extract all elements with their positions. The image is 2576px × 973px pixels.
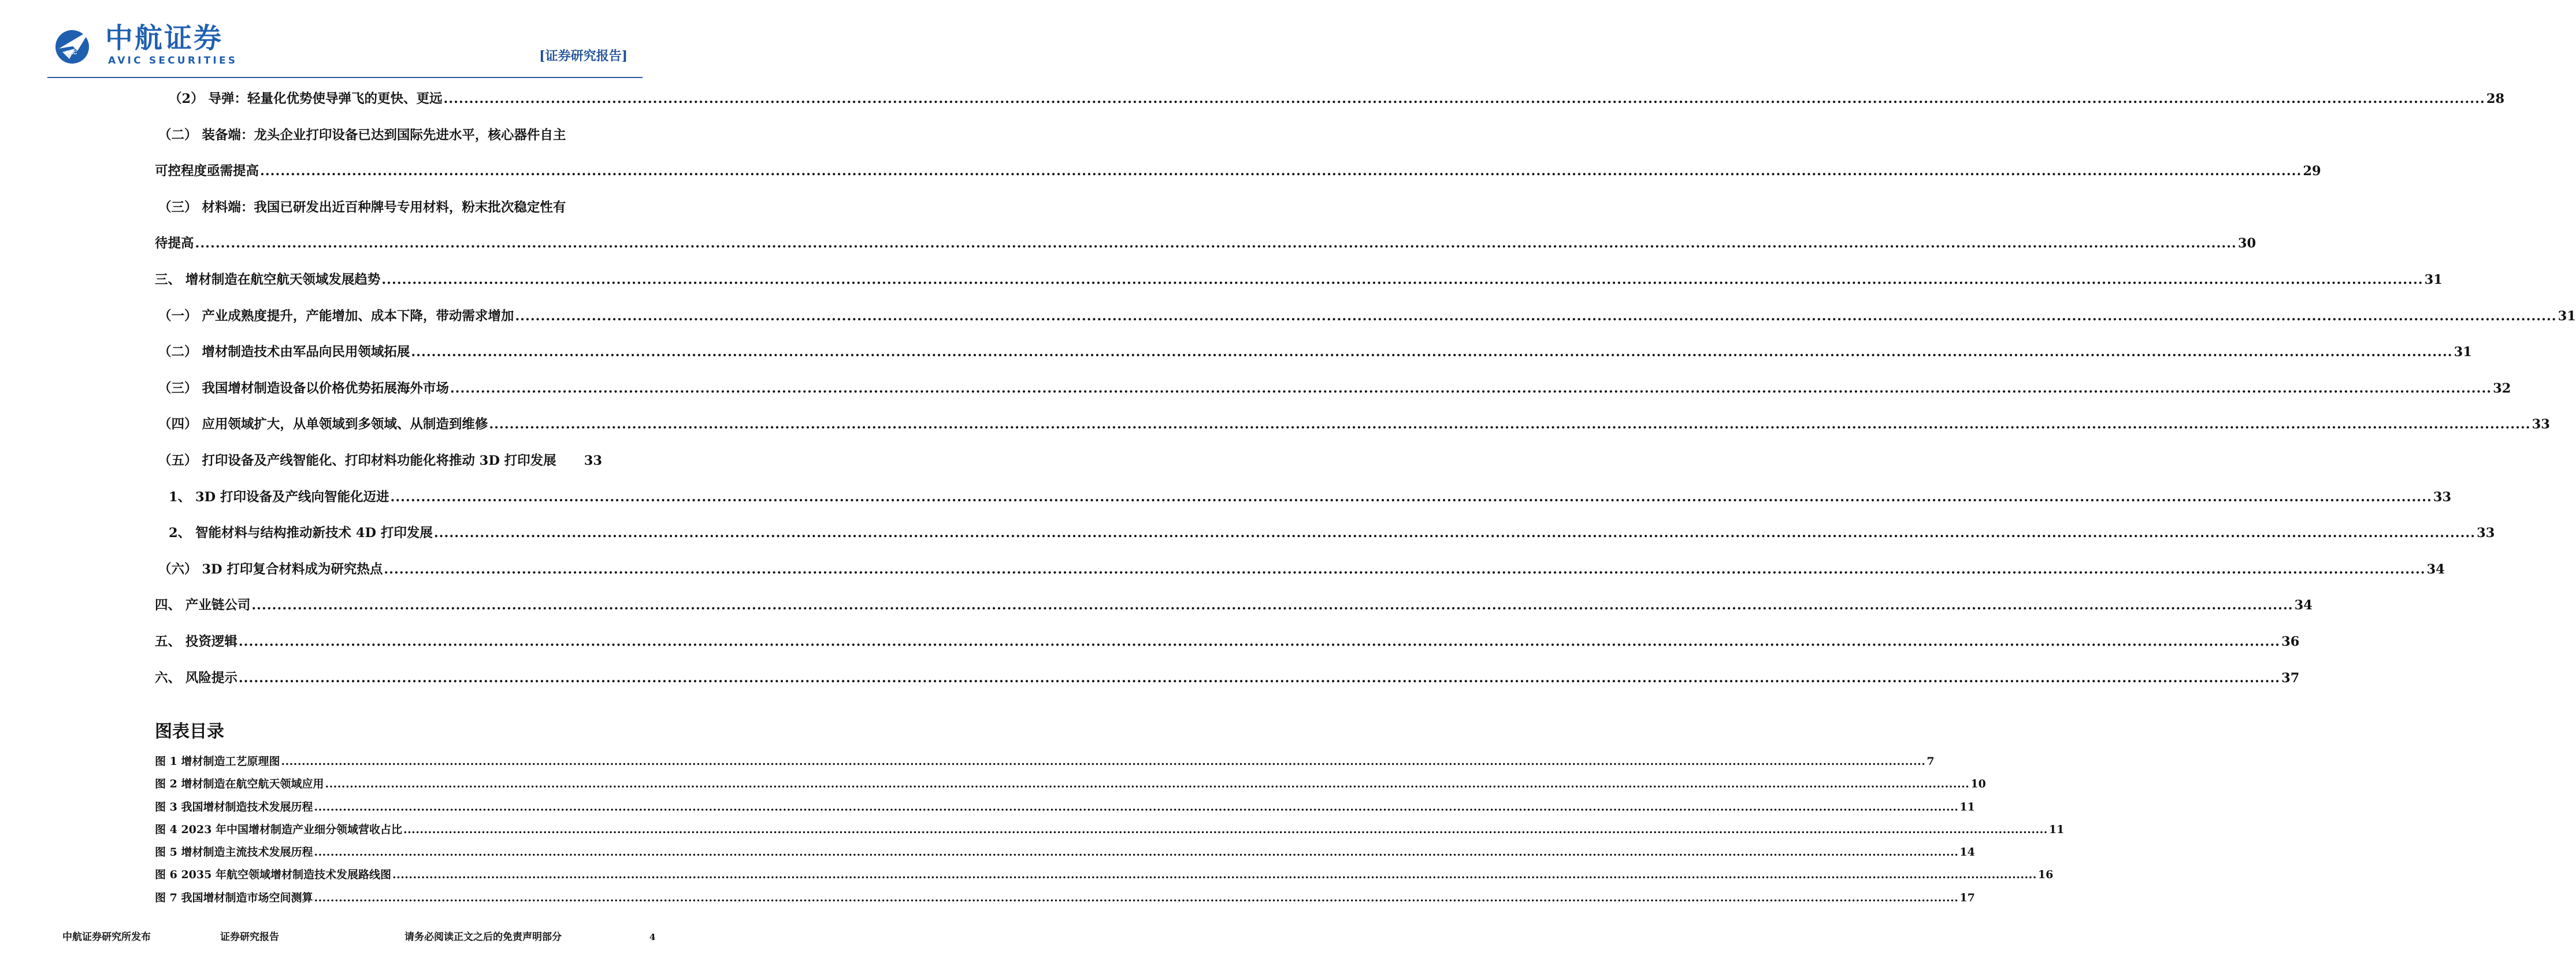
toc-entry-label: （2） 导弹：轻量化优势使导弹飞的更快、更远 (169, 91, 443, 106)
figure-entry-label: 图 5 增材制造主流技术发展历程 (155, 846, 313, 859)
footer-report-type: 证券研究报告 (220, 931, 279, 943)
figure-leader-dots: ................................................................................................................................................................................................................................................................................................................................................................................................................ (314, 846, 1959, 859)
toc-leader-dots: ................................................................................................................................................................................................................................................................................................................................................................................................................ (251, 598, 2293, 613)
page-header (0, 0, 688, 78)
toc-entry-label: （五） 打印设备及产线智能化、打印材料功能化将推动 3D 打印发展 (158, 453, 556, 468)
toc-entry-page: 33 (2532, 417, 2550, 432)
figure-leader-dots: ................................................................................................................................................................................................................................................................................................................................................................................................................ (314, 891, 1959, 904)
toc-entry-label: （三） 材料端：我国已研发出近百种牌号专用材料，粉末批次稳定性有 (158, 199, 566, 215)
toc-entry-label: （一） 产业成熟度提升，产能增加、成本下降，带动需求增加 (158, 308, 514, 324)
figure-entry-page: 17 (1959, 891, 1975, 904)
figure-entry-page: 7 (1927, 755, 1935, 768)
toc-entry-page: 36 (2281, 634, 2300, 649)
toc-leader-dots: ................................................................................................................................................................................................................................................................................................................................................................................................................ (195, 236, 2237, 251)
toc-leader-dots: ................................................................................................................................................................................................................................................................................................................................................................................................................ (381, 272, 2423, 287)
toc-entry-page: 37 (2281, 670, 2300, 686)
toc-entry[interactable] (155, 81, 2505, 117)
toc-leader-dots: ................................................................................................................................................................................................................................................................................................................................................................................................................ (450, 380, 2492, 396)
toc-entry[interactable] (155, 262, 2443, 298)
toc-leader-dots: ................................................................................................................................................................................................................................................................................................................................................................................................................ (390, 489, 2432, 505)
toc-entry[interactable] (155, 334, 2472, 371)
toc-entry[interactable] (155, 190, 602, 226)
toc-entry-label: 2、 智能材料与结构推动新技术 4D 打印发展 (169, 526, 433, 541)
toc-entry-label: 三、 增材制造在航空航天领域发展趋势 (155, 272, 381, 287)
toc-entry-page: 32 (2493, 380, 2511, 396)
toc-entry[interactable] (155, 587, 2313, 624)
toc-entry-label: （四） 应用领域扩大，从单领域到多领域、从制造到维修 (158, 417, 488, 432)
footer-disclaimer: 请务必阅读正文之后的免责声明部分 (404, 931, 562, 943)
figure-entry-page: 10 (1970, 778, 1986, 791)
figure-entry-page: 16 (2037, 868, 2054, 882)
page-number: 4 (649, 932, 656, 942)
header-divider (47, 77, 643, 78)
figure-entry[interactable] (155, 841, 1975, 864)
toc-leader-dots: ................................................................................................................................................................................................................................................................................................................................................................................................................ (238, 634, 2281, 649)
figure-entry-page: 11 (1959, 800, 1975, 813)
table-of-contents (155, 81, 2576, 696)
toc-entry[interactable] (155, 225, 2256, 262)
toc-entry-label: （三） 我国增材制造设备以价格优势拓展海外市场 (158, 380, 449, 396)
toc-entry[interactable] (155, 443, 602, 479)
figure-entry-page: 14 (1959, 846, 1975, 859)
report-type-tag: [证券研究报告] (539, 49, 628, 64)
toc-entry[interactable] (155, 515, 2495, 552)
figure-entry-label: 图 4 2023 年中国增材制造产业细分领域营收占比 (155, 823, 402, 836)
toc-entry-label: （二） 装备端：龙头企业打印设备已达到国际先进水平，核心器件自主 (158, 127, 566, 143)
figure-list (155, 750, 2065, 909)
toc-entry-page: 31 (2424, 272, 2443, 287)
figure-entry[interactable] (155, 796, 1975, 819)
figure-entry[interactable] (155, 864, 2054, 886)
toc-entry[interactable] (155, 624, 2300, 660)
toc-leader-dots: ................................................................................................................................................................................................................................................................................................................................................................................................................ (443, 91, 2485, 106)
toc-entry-label: 可控程度亟需提高 (155, 164, 259, 179)
toc-entry-label: （二） 增材制造技术由军品向民用领域拓展 (158, 345, 410, 360)
figure-entry-label: 图 6 2035 年航空领域增材制造技术发展路线图 (155, 868, 391, 882)
toc-entry-page: 33 (2433, 489, 2452, 505)
toc-entry-page: 30 (2237, 236, 2256, 251)
toc-entry[interactable] (155, 552, 2445, 588)
figure-entry[interactable] (155, 887, 1975, 909)
toc-entry-label: 待提高 (155, 236, 194, 251)
toc-entry-label: 1、 3D 打印设备及产线向智能化迈进 (169, 489, 389, 505)
logo-badge-text: AVIC (65, 50, 77, 56)
figure-leader-dots: ................................................................................................................................................................................................................................................................................................................................................................................................................ (392, 868, 2037, 882)
page-footer (0, 925, 688, 948)
avic-logo-icon (52, 25, 92, 66)
toc-entry[interactable] (155, 117, 602, 154)
toc-entry-page: 31 (2558, 308, 2576, 324)
toc-entry-page: 34 (2426, 561, 2445, 577)
toc-entry[interactable] (155, 479, 2452, 516)
figure-leader-dots: ................................................................................................................................................................................................................................................................................................................................................................................................................ (403, 823, 2048, 836)
toc-entry-label: 四、 产业链公司 (155, 598, 251, 613)
figure-entry[interactable] (155, 750, 1935, 773)
toc-entry-page: 29 (2303, 164, 2321, 179)
figure-entry[interactable] (155, 773, 1986, 796)
toc-leader-dots: ................................................................................................................................................................................................................................................................................................................................................................................................................ (515, 308, 2557, 324)
toc-entry-page: 28 (2486, 91, 2505, 106)
toc-entry[interactable] (155, 660, 2300, 697)
figure-entry-label: 图 2 增材制造在航空航天领域应用 (155, 778, 324, 791)
figure-entry[interactable] (155, 819, 2065, 841)
toc-leader-dots: ................................................................................................................................................................................................................................................................................................................................................................................................................ (260, 164, 2302, 179)
logo-chinese-name: 中航证券 (105, 22, 224, 54)
figure-leader-dots: ................................................................................................................................................................................................................................................................................................................................................................................................................ (281, 755, 1926, 768)
figure-entry-label: 图 3 我国增材制造技术发展历程 (155, 800, 313, 813)
figure-entry-label: 图 1 增材制造工艺原理图 (155, 755, 280, 768)
figure-leader-dots: ................................................................................................................................................................................................................................................................................................................................................................................................................ (314, 800, 1959, 813)
toc-entry-label: 六、 风险提示 (155, 670, 237, 686)
toc-entry[interactable] (155, 406, 2550, 443)
toc-entry[interactable] (155, 153, 2321, 190)
figure-entry-page: 11 (2048, 823, 2065, 836)
toc-leader-dots: ................................................................................................................................................................................................................................................................................................................................................................................................................ (238, 670, 2281, 686)
toc-entry-page: 33 (2477, 526, 2495, 541)
toc-entry-page: 33 (584, 453, 602, 468)
figure-leader-dots: ................................................................................................................................................................................................................................................................................................................................................................................................................ (325, 778, 1970, 791)
footer-publisher: 中航证券研究所发布 (62, 931, 151, 943)
toc-leader-dots: ................................................................................................................................................................................................................................................................................................................................................................................................................ (411, 345, 2453, 360)
toc-leader-dots: ................................................................................................................................................................................................................................................................................................................................................................................................................ (489, 417, 2531, 432)
toc-entry[interactable] (155, 298, 2576, 335)
toc-leader-dots: ................................................................................................................................................................................................................................................................................................................................................................................................................ (433, 526, 2476, 541)
toc-entry-label: 五、 投资逻辑 (155, 634, 237, 649)
toc-entry-page: 34 (2294, 598, 2313, 613)
figure-entry-label: 图 7 我国增材制造市场空间测算 (155, 891, 313, 904)
toc-leader-dots: ................................................................................................................................................................................................................................................................................................................................................................................................................ (384, 561, 2426, 577)
logo-english-name: AVIC SECURITIES (108, 55, 238, 66)
toc-entry-page: 31 (2453, 345, 2472, 360)
toc-entry-label: （六） 3D 打印复合材料成为研究热点 (158, 561, 383, 577)
toc-entry[interactable] (155, 371, 2511, 407)
figure-list-title: 图表目录 (155, 722, 224, 742)
